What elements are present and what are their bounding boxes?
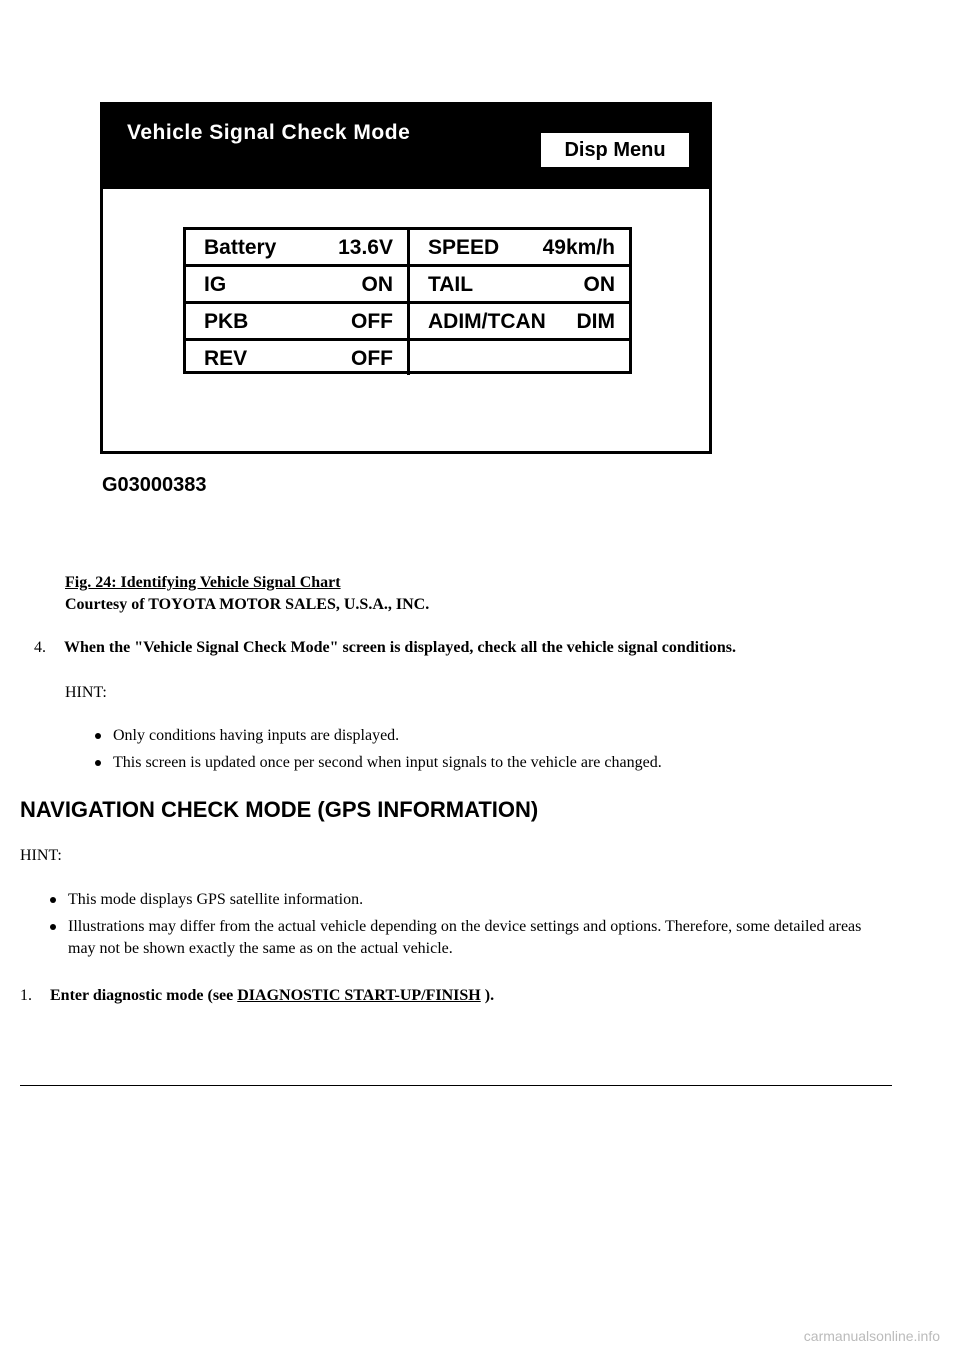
screen-header	[103, 105, 709, 189]
signal-value: ON	[361, 273, 393, 296]
signal-cell-rev	[186, 341, 410, 375]
signal-label: ADIM/TCAN	[428, 310, 546, 333]
hint-item: This screen is updated once per second when input signals to the vehicle are changed.	[93, 752, 913, 774]
hint-list	[93, 725, 913, 779]
figure-courtesy: Courtesy of TOYOTA MOTOR SALES, U.S.A., INC.	[65, 596, 430, 613]
signal-row	[186, 230, 629, 266]
step-text-before: Enter diagnostic mode (see	[50, 987, 238, 1004]
hint-label: HINT:	[65, 684, 107, 701]
signal-value: ON	[583, 273, 615, 296]
vehicle-signal-screen	[100, 102, 712, 454]
screen-title: Vehicle Signal Check Mode	[127, 121, 411, 144]
signal-cell-empty	[410, 341, 629, 375]
hint-item: Illustrations may differ from the actual vehicle depending on the device settings and options. Therefore, some detailed areas may not be shown exactly the same as on the actual vehicle.	[48, 916, 878, 960]
diagnostic-startup-link[interactable]: DIAGNOSTIC START-UP/FINISH	[237, 987, 481, 1004]
step-text-after: ).	[480, 987, 495, 1004]
step-text	[50, 985, 494, 1007]
signal-cell-pkb	[186, 304, 410, 338]
signal-value: DIM	[576, 310, 615, 333]
signal-row	[186, 304, 629, 340]
section-heading: NAVIGATION CHECK MODE (GPS INFORMATION)	[20, 797, 539, 822]
signal-table	[183, 227, 632, 374]
horizontal-rule	[20, 1085, 892, 1086]
signal-cell-tail	[410, 267, 629, 301]
figure-caption-link[interactable]: Fig. 24: Identifying Vehicle Signal Chart	[65, 574, 341, 591]
signal-cell-ig	[186, 267, 410, 301]
signal-label: REV	[204, 347, 248, 370]
signal-value: 49km/h	[542, 236, 615, 259]
signal-value: 13.6V	[338, 236, 393, 259]
step-text: When the "Vehicle Signal Check Mode" screen is displayed, check all the vehicle signal conditions.	[64, 639, 737, 656]
signal-row	[186, 267, 629, 303]
signal-label: Battery	[204, 236, 277, 259]
hint-item: This mode displays GPS satellite information.	[48, 889, 878, 911]
signal-label: SPEED	[428, 236, 500, 259]
disp-menu-button[interactable]: Disp Menu	[541, 133, 689, 167]
figure-caption	[65, 572, 429, 616]
step-number: 1.	[20, 987, 32, 1004]
step-number: 4.	[34, 639, 46, 656]
signal-row	[186, 341, 629, 377]
hint-list	[48, 889, 878, 965]
watermark: carmanualsonline.info	[803, 1328, 940, 1344]
signal-value: OFF	[351, 310, 393, 333]
signal-value: OFF	[351, 347, 393, 370]
hint-item: Only conditions having inputs are displayed.	[93, 725, 913, 747]
signal-cell-speed	[410, 230, 629, 264]
signal-cell-adim-tcan	[410, 304, 629, 338]
signal-label: IG	[204, 273, 227, 296]
signal-label: TAIL	[428, 273, 474, 296]
signal-cell-battery	[186, 230, 410, 264]
figure-code: G03000383	[102, 474, 207, 496]
signal-label: PKB	[204, 310, 249, 333]
hint-label: HINT:	[20, 847, 62, 864]
